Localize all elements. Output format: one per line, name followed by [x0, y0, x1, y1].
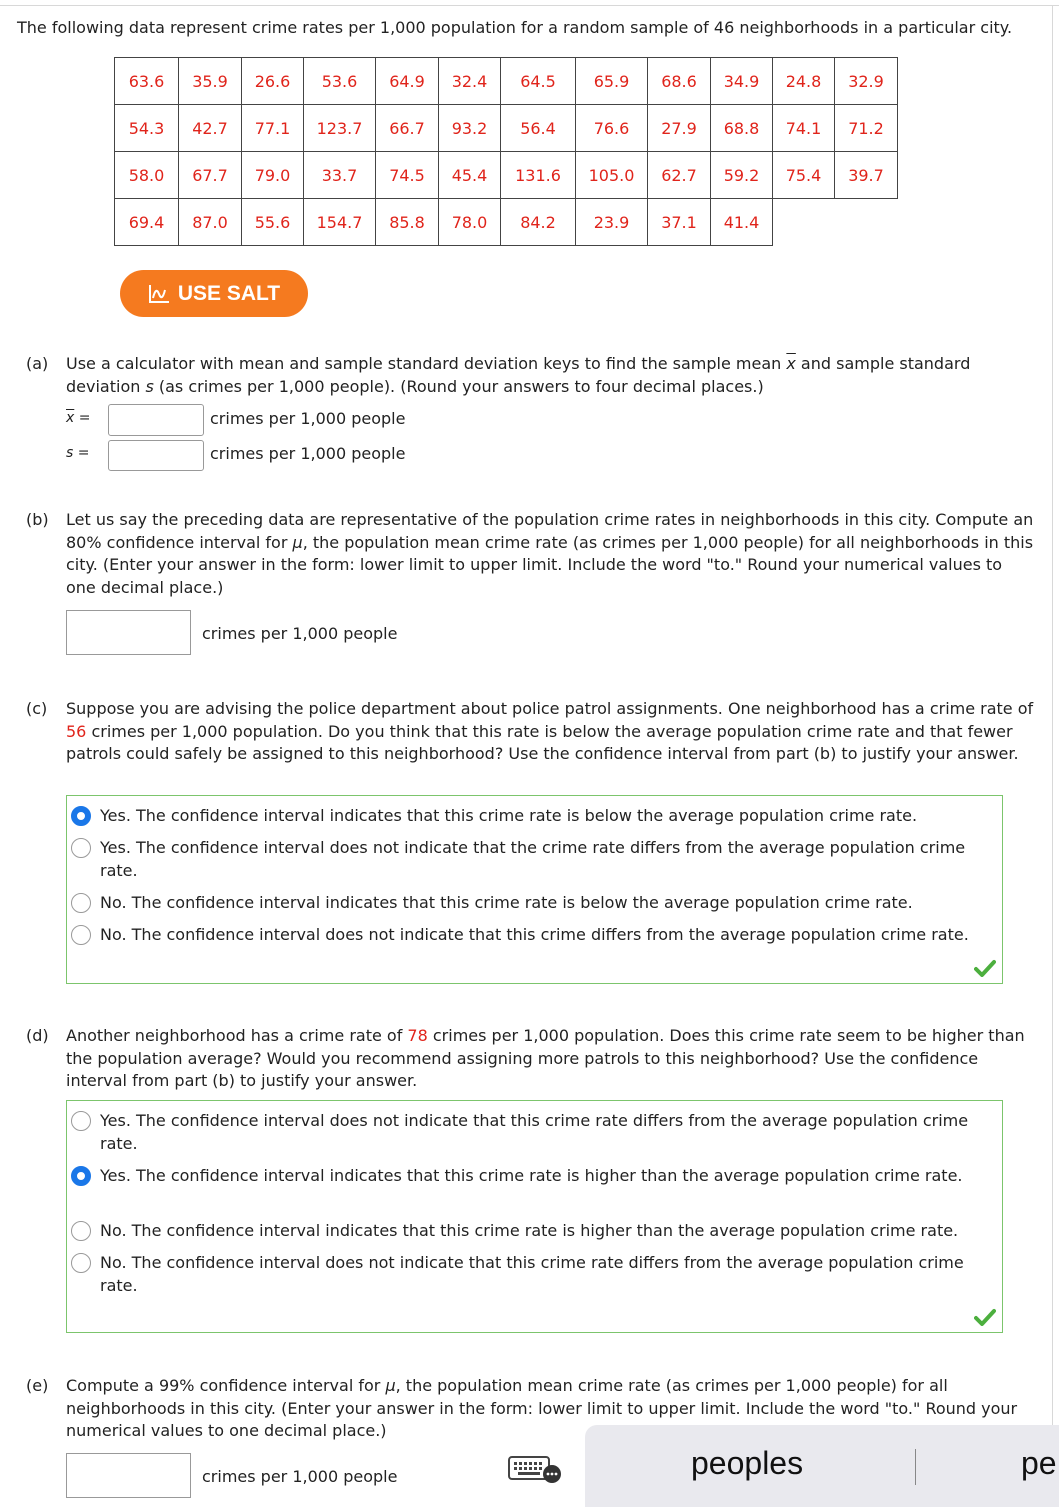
table-cell: 154.7	[304, 199, 376, 246]
keyboard-icon[interactable]	[508, 1455, 564, 1487]
part-d-option[interactable]: No. The confidence interval does not indicate that this crime rate differs from the average population crime rate.	[71, 1252, 980, 1297]
radio-button[interactable]	[71, 1253, 91, 1273]
part-a-label: (a)	[26, 354, 49, 373]
radio-button[interactable]	[71, 893, 91, 913]
radio-button[interactable]	[71, 1166, 91, 1186]
table-cell: 53.6	[304, 58, 376, 105]
empty-cell	[773, 199, 835, 246]
part-d-question: Another neighborhood has a crime rate of 78 crimes per 1,000 population. Does this crime rate seem to be higher than the population average? Would you recommend assigning more patrols to this neighborhood? Use the confidence interval from part (b) to justify your answer.	[66, 1026, 1025, 1090]
table-cell: 32.4	[439, 58, 501, 105]
table-cell: 26.6	[242, 58, 304, 105]
table-cell: 76.6	[576, 105, 648, 152]
part-d-label: (d)	[26, 1026, 49, 1045]
part-e-question: Compute a 99% confidence interval for μ, the population mean crime rate (as crimes per 1,000 people) for all neighborhoods in this city. (Enter your answer in the form: lower limit to upper limit. Include the word "to." Round your numerical values to one decimal place.)	[66, 1376, 1018, 1440]
table-cell: 84.2	[501, 199, 576, 246]
table-cell: 33.7	[304, 152, 376, 199]
table-cell: 87.0	[179, 199, 242, 246]
ci99-input[interactable]	[66, 1453, 191, 1498]
table-cell: 68.6	[648, 58, 711, 105]
table-cell: 42.7	[179, 105, 242, 152]
ci80-unit: crimes per 1,000 people	[202, 624, 398, 643]
table-row	[115, 58, 898, 105]
xbar-label: $\overline{x}$ =	[66, 410, 91, 426]
radio-button[interactable]	[71, 1111, 91, 1131]
part-c-label: (c)	[26, 699, 48, 718]
checkmark-icon	[974, 959, 996, 977]
s-label: s =	[66, 445, 90, 461]
radio-button[interactable]	[71, 838, 91, 858]
radio-button[interactable]	[71, 1221, 91, 1241]
table-cell: 68.8	[711, 105, 773, 152]
part-a-question: Use a calculator with mean and sample standard deviation keys to find the sample mean $\overline{x}$ and sample standard deviation s (as crimes per 1,000 people). (Round your answers to four decimal places.)	[66, 354, 971, 396]
empty-cell	[835, 199, 898, 246]
table-cell: 65.9	[576, 58, 648, 105]
top-divider	[0, 5, 1059, 6]
table-cell: 131.6	[501, 152, 576, 199]
part-d-options	[66, 1100, 1003, 1333]
table-cell: 74.1	[773, 105, 835, 152]
table-cell: 85.8	[376, 199, 439, 246]
autocomplete-bar	[585, 1425, 1059, 1507]
table-cell: 32.9	[835, 58, 898, 105]
part-e-label: (e)	[26, 1376, 49, 1395]
table-cell: 66.7	[376, 105, 439, 152]
table-cell: 67.7	[179, 152, 242, 199]
table-cell: 79.0	[242, 152, 304, 199]
table-cell: 64.9	[376, 58, 439, 105]
part-c-options	[66, 795, 1003, 984]
s-unit: crimes per 1,000 people	[210, 444, 406, 463]
use-salt-button[interactable]	[120, 270, 308, 317]
table-cell: 59.2	[711, 152, 773, 199]
xbar-unit: crimes per 1,000 people	[210, 409, 406, 428]
table-cell: 27.9	[648, 105, 711, 152]
table-cell: 37.1	[648, 199, 711, 246]
table-cell: 105.0	[576, 152, 648, 199]
radio-button[interactable]	[71, 925, 91, 945]
table-cell: 123.7	[304, 105, 376, 152]
table-cell: 77.1	[242, 105, 304, 152]
table-cell: 93.2	[439, 105, 501, 152]
suggestion-divider	[915, 1449, 916, 1485]
part-c-option[interactable]: No. The confidence interval does not indicate that this crime differs from the average population crime rate.	[71, 924, 980, 947]
part-c-option[interactable]: Yes. The confidence interval indicates that this crime rate is below the average population crime rate.	[71, 805, 980, 828]
table-cell: 64.5	[501, 58, 576, 105]
part-b-label: (b)	[26, 510, 49, 529]
table-row	[115, 152, 898, 199]
table-cell: 35.9	[179, 58, 242, 105]
salt-chart-icon	[148, 284, 170, 304]
checkmark-icon	[974, 1308, 996, 1326]
right-divider	[1052, 5, 1053, 1425]
part-c-option[interactable]: No. The confidence interval indicates that this crime rate is below the average population crime rate.	[71, 892, 980, 915]
table-cell: 71.2	[835, 105, 898, 152]
table-cell: 74.5	[376, 152, 439, 199]
radio-button[interactable]	[71, 806, 91, 826]
problem-intro: The following data represent crime rates per 1,000 population for a random sample of 46 neighborhoods in a particular city.	[17, 18, 1013, 37]
use-salt-label: USE SALT	[177, 281, 281, 305]
table-cell: 75.4	[773, 152, 835, 199]
ci80-input[interactable]	[66, 610, 191, 655]
table-cell: 55.6	[242, 199, 304, 246]
table-row	[115, 105, 898, 152]
table-row	[115, 199, 898, 246]
table-cell: 58.0	[115, 152, 179, 199]
suggestion-item[interactable]: peoples	[691, 1445, 804, 1481]
part-d-option[interactable]: Yes. The confidence interval does not indicate that this crime rate differs from the average population crime rate.	[71, 1110, 980, 1155]
part-d-option[interactable]: Yes. The confidence interval indicates that this crime rate is higher than the average population crime rate.	[71, 1165, 980, 1188]
part-c-option[interactable]: Yes. The confidence interval does not indicate that the crime rate differs from the average population crime rate.	[71, 837, 980, 882]
table-cell: 34.9	[711, 58, 773, 105]
table-cell: 41.4	[711, 199, 773, 246]
table-cell: 24.8	[773, 58, 835, 105]
table-cell: 54.3	[115, 105, 179, 152]
table-cell: 62.7	[648, 152, 711, 199]
crime-data-table	[114, 57, 898, 246]
table-cell: 56.4	[501, 105, 576, 152]
suggestion-item[interactable]: pe	[1021, 1445, 1057, 1481]
xbar-input[interactable]	[108, 404, 204, 436]
table-cell: 69.4	[115, 199, 179, 246]
table-cell: 23.9	[576, 199, 648, 246]
part-b-question: Let us say the preceding data are representative of the population crime rates in neighborhoods in this city. Compute an 80% confidence interval for μ, the population mean crime rate (as crimes per 1,000 people) for all neighborhoods in this city. (Enter your answer in the form: lower limit to upper limit. Include the word "to." Round your numerical values to one decimal place.)	[66, 510, 1034, 597]
table-cell: 78.0	[439, 199, 501, 246]
part-d-option[interactable]: No. The confidence interval indicates that this crime rate is higher than the average population crime rate.	[71, 1220, 980, 1243]
table-cell: 39.7	[835, 152, 898, 199]
s-input[interactable]	[108, 440, 204, 471]
table-cell: 45.4	[439, 152, 501, 199]
part-c-question: Suppose you are advising the police department about police patrol assignments. One neighborhood has a crime rate of 56 crimes per 1,000 population. Do you think that this rate is below the average population crime rate and that fewer patrols could safely be assigned to this neighborhood? Use the confidence interval from part (b) to justify your answer.	[66, 699, 1034, 763]
ci99-unit: crimes per 1,000 people	[202, 1467, 398, 1486]
table-cell: 63.6	[115, 58, 179, 105]
